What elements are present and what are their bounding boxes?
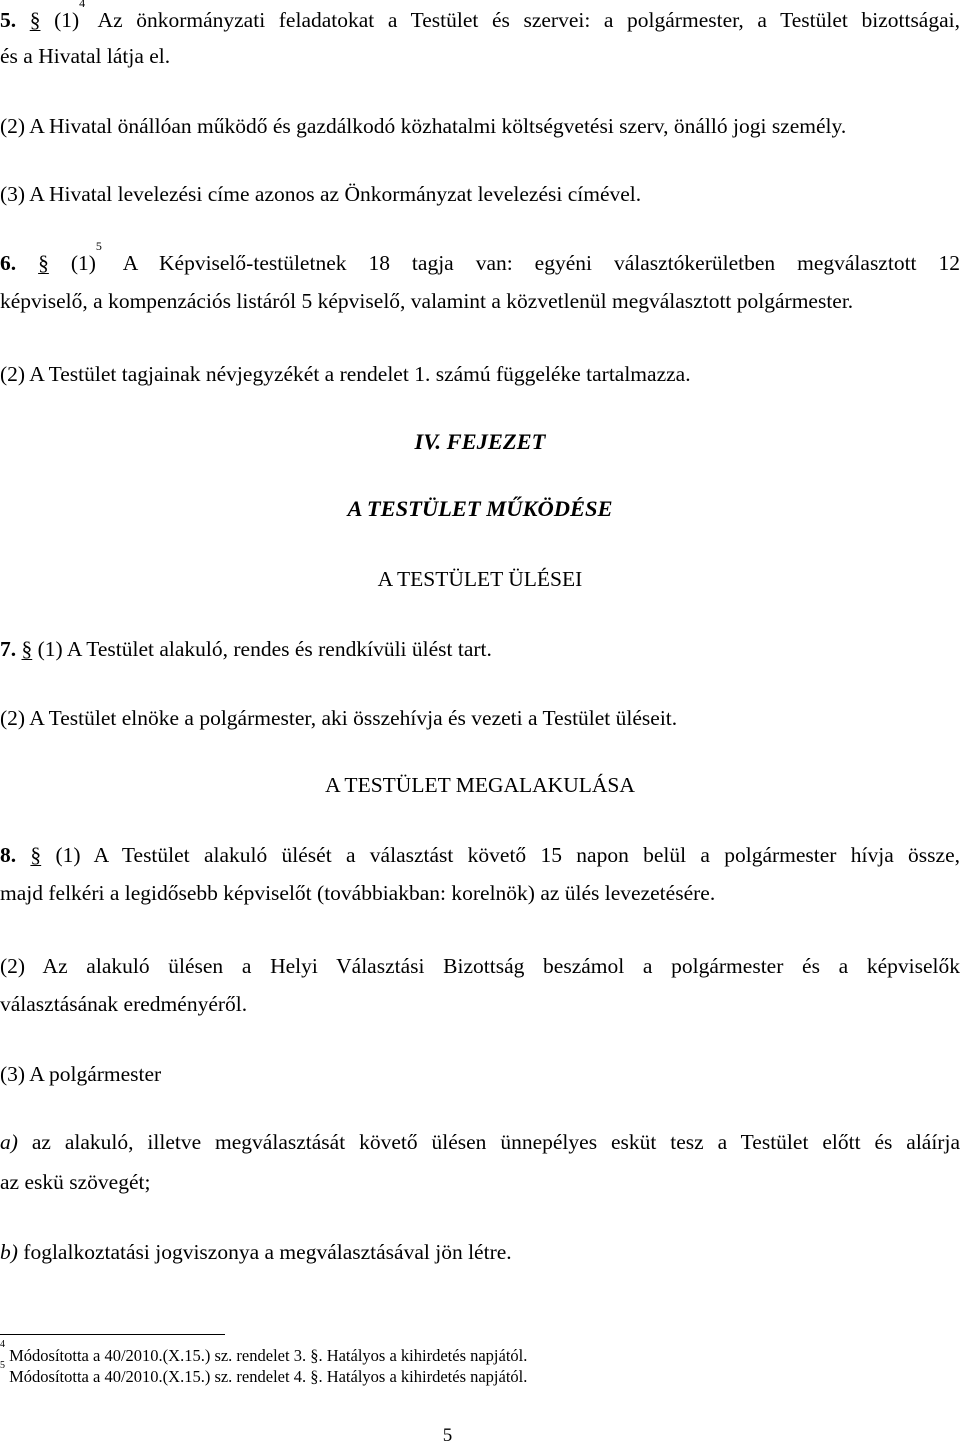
footnote-text: Módosította a 40/2010.(X.15.) sz. rendelet 4. §. Hatályos a kihirdetés napjától. [5,1367,528,1386]
subtitle-sessions: A TESTÜLET ÜLÉSEI [377,567,583,591]
item-label: a) [0,1130,18,1154]
section-6-paragraph-1 [0,239,960,278]
section-5-paragraph-1 [0,0,960,35]
section-sign: § [30,843,42,867]
section-5-paragraph-3: (3) A Hivatal levelezési címe azonos az Önkormányzat levelezési címével. [0,182,642,206]
paragraph-text: (1) A Testület alakuló ülését a választást követő 15 napon belül a polgármester hívja össze, [41,843,960,867]
section-6-paragraph-1-cont: képviselő, a kompenzációs listáról 5 képviselő, valamint a közvetlenül megválasztott polgármester. [0,289,854,313]
section-sign: § [38,251,49,275]
section-8-item-a [0,1127,960,1157]
item-text: foglalkoztatási jogviszonya a megválasztásával jön létre. [17,1240,512,1264]
paragraph-text: (1) A Testület alakuló, rendes és rendkívüli ülést tart. [32,637,492,661]
paragraph-label: (1) [48,251,96,275]
section-sign: § [21,637,33,661]
section-8-paragraph-1-cont: majd felkéri a legidősebb képviselőt (továbbiakban: korelnök) az ülés levezetésére. [0,881,716,905]
chapter-number: IV. FEJEZET [414,429,546,454]
footnote-ref[interactable]: 4 [79,0,86,10]
footnote-5 [0,1360,528,1387]
section-number: 8. [0,843,17,867]
section-6-paragraph-2: (2) A Testület tagjainak névjegyzékét a rendelet 1. számú függeléke tartalmazza. [0,362,691,386]
chapter-title: A TESTÜLET MŰKÖDÉSE [347,496,613,521]
footnote-ref[interactable]: 5 [95,239,102,253]
section-number: 7. [0,637,17,661]
item-label: b) [0,1240,18,1264]
section-5-paragraph-1-cont: és a Hivatal látja el. [0,44,171,68]
section-8-paragraph-3: (3) A polgármester [0,1062,162,1086]
paragraph-text: Az önkormányzati feladatokat a Testület és szervei: a polgármester, a Testület bizottságai, [85,8,960,32]
paragraph-text: A Képviselő-testületnek 18 tagja van: egyéni választókerületben megválasztott 12 [101,251,960,275]
section-8-paragraph-2: (2) Az alakuló ülésen a Helyi Választási Bizottság beszámol a polgármester és a képviselők [0,954,960,978]
footnote-4 [0,1339,528,1366]
subtitle-formation: A TESTÜLET MEGALAKULÁSA [325,773,635,797]
section-8-paragraph-2-cont: választásának eredményéről. [0,992,248,1016]
section-8-item-b [0,1237,960,1267]
footnote-text: Módosította a 40/2010.(X.15.) sz. rendelet 3. §. Hatályos a kihirdetés napjától. [5,1346,528,1365]
section-7-paragraph-1 [0,634,960,664]
footnote-number: 5 [0,1360,5,1371]
section-5-paragraph-2: (2) A Hivatal önállóan működő és gazdálkodó közhatalmi költségvetési szerv, önálló jogi személy. [0,114,847,138]
item-text: az alakuló, illetve megválasztását követő ülésen ünnepélyes esküt tesz a Testület előtt és aláírja [17,1130,960,1154]
footnote-number: 4 [0,1339,5,1350]
section-sign: § [29,8,41,32]
paragraph-label: (1) [40,8,80,32]
page-number: 5 [442,1425,453,1446]
section-8-item-a-cont: az eskü szövegét; [0,1170,151,1194]
section-8-paragraph-1 [0,840,960,870]
footnote-separator [0,1334,225,1335]
section-number: 5. [0,8,17,32]
section-number: 6. [0,251,17,275]
section-7-paragraph-2: (2) A Testület elnöke a polgármester, aki összehívja és vezeti a Testület üléseit. [0,706,678,730]
